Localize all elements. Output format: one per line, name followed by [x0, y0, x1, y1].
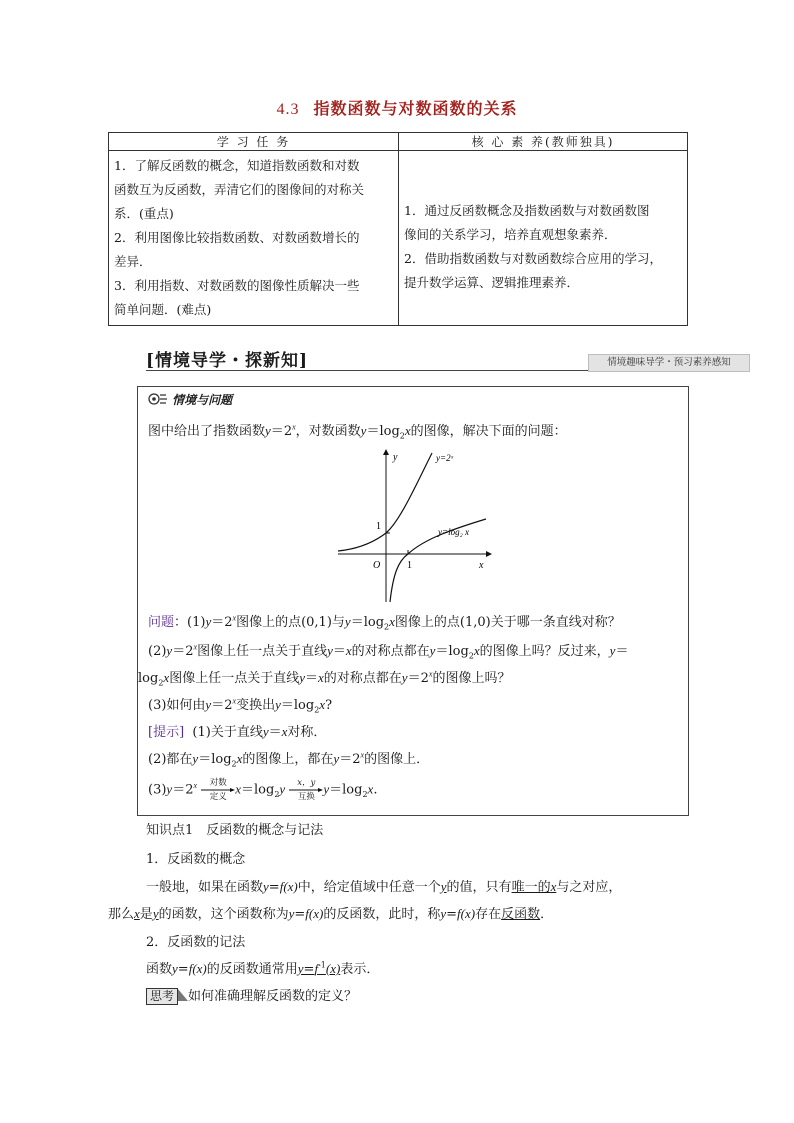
task-line: 系．(重点) [114, 206, 174, 221]
y-tick-1: 1 [376, 521, 381, 532]
tasks-cell [109, 151, 399, 326]
situation-label-text: 情境与问题 [172, 393, 233, 407]
task-line: 2．利用图像比较指数函数、对数函数增长的 [114, 230, 360, 245]
competency-line: 1．通过反函数概念及指数函数与对数函数图 [404, 202, 650, 218]
situation-intro: 图中给出了指数函数$y=2^x$，对数函数$y=\log_2x$的图像，解决下面的问题： [148, 422, 567, 441]
section-rule [146, 370, 588, 371]
transform-arrow-1: 对数 定义 [201, 778, 235, 802]
page-title [0, 96, 794, 119]
section-tag: 情境趣味导学・预习素养感知 [588, 354, 750, 372]
subsection-2-title: 2．反函数的记法 [146, 935, 246, 950]
x-axis-label: x [479, 560, 484, 571]
answer-2: (2)都在$y=\log_2x$的图像上，都在$y=2^x$的图像上． [148, 750, 430, 769]
table-header-tasks: 学 习 任 务 [109, 133, 399, 151]
notation-line: 函数y=f(x)的反函数通常用$y=f^{-1}(x)$表示． [146, 960, 380, 977]
knowledge-heading: 知识点1 反函数的概念与记法 [146, 823, 324, 838]
section-number: 4.3 [276, 101, 300, 118]
question-2-line-2: $\log_2x$图像上任一点关于直线y＝x的对称点都在$y=2^x$的图像上吗？ [138, 669, 511, 688]
x-tick-1: 1 [407, 560, 412, 571]
task-line: 差异． [114, 254, 152, 269]
situation-label [146, 391, 232, 408]
log-curve-label: y=log₂ x [438, 527, 469, 537]
section-title: [情境导学・探新知] [146, 351, 309, 371]
task-line: 函数互为反函数，弄清它们的图像间的对称关 [114, 182, 365, 197]
definition-line-2: 那么x是y的函数，这个函数称为y=f(x)的反函数，此时，称y=f(x)存在反函数． [108, 906, 554, 922]
question-3: (3)如何由$y=2^x$变换出$y=\log_2x$? [148, 696, 333, 715]
transform-arrow-2: x，y 互换 [289, 778, 323, 802]
competency-line: 2．借助指数函数与对数函数综合应用的学习， [404, 250, 662, 266]
task-line: 3．利用指数、对数函数的图像性质解决一些 [114, 278, 360, 293]
think-corner-icon [178, 989, 188, 1001]
competency-line: 像间的关系学习，培养直观想象素养． [404, 226, 617, 242]
y-axis-label: y [393, 452, 398, 463]
think-text: 如何准确理解反函数的定义？ [188, 989, 358, 1004]
question-1: 问题：$(1)y=2^x$图像上的点(0,1)与$y=\log_2x$图像上的点(1,0)关于哪一条直线对称？ [148, 613, 621, 632]
task-line: 1．了解反函数的概念，知道指数函数和对数 [114, 158, 360, 173]
situation-box [137, 386, 689, 816]
learning-objectives-table [108, 132, 688, 326]
table-header-competencies: 核 心 素 养(教师独具) [399, 133, 688, 151]
competencies-cell [399, 151, 688, 326]
subsection-1-title: 1．反函数的概念 [146, 852, 246, 867]
gear-bulb-icon [146, 392, 168, 406]
competency-line: 提升数学运算、逻辑推理素养． [404, 274, 580, 290]
exp-curve-label: y=2ˣ [436, 453, 454, 463]
think-prompt [146, 985, 357, 1005]
answer-3: $(3)y=2^x$ 对数 定义 $x=\log_2y$ x，y 互换 $y=\log_2x$. [148, 778, 378, 802]
think-label: 思考 [146, 988, 178, 1005]
origin-label: O [373, 560, 381, 571]
exp-curve [338, 453, 432, 551]
answer-1: [提示] (1)关于直线y＝x对称． [148, 724, 327, 740]
task-line: 简单问题．(难点) [114, 302, 212, 317]
hint-label: [提示] [148, 725, 185, 740]
question-2-line-1: $(2)y=2^x$图像上任一点关于直线y＝x的对称点都在$y=\log_2x$的图像上吗？反过来，y＝ [148, 642, 629, 661]
definition-line-1: 一般地，如果在函数y=f(x)中，给定值域中任意一个y的值，只有唯一的x与之对应， [146, 879, 622, 895]
function-graph [338, 447, 498, 607]
title-text: 指数函数与对数函数的关系 [313, 99, 518, 118]
